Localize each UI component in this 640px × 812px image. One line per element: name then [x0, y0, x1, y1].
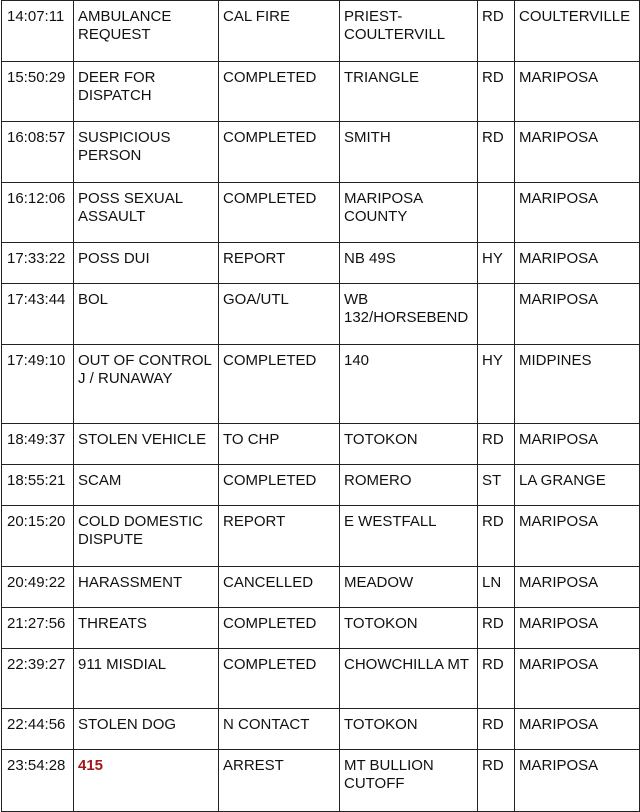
incident-type: POSS SEXUAL ASSAULT: [74, 183, 219, 243]
incident-city: MARIPOSA: [515, 243, 640, 284]
incident-street-suffix: [478, 284, 515, 345]
incident-street-suffix: RD: [478, 62, 515, 122]
incident-street-suffix: LN: [478, 567, 515, 608]
incident-time: 21:27:56: [2, 608, 74, 649]
incident-location: WB 132/HORSEBEND: [340, 284, 478, 345]
incident-city: MIDPINES: [515, 345, 640, 424]
table-row: [2, 62, 640, 122]
incident-street-suffix: [478, 183, 515, 243]
incident-street-suffix: RD: [478, 424, 515, 465]
incident-disposition: CAL FIRE: [219, 1, 340, 62]
table-row: [2, 243, 640, 284]
incident-location: MARIPOSA COUNTY: [340, 183, 478, 243]
incident-type: 415: [74, 750, 219, 812]
table-row: [2, 506, 640, 567]
incident-city: MARIPOSA: [515, 506, 640, 567]
table-row: [2, 608, 640, 649]
incident-disposition: REPORT: [219, 243, 340, 284]
incident-time: 17:33:22: [2, 243, 74, 284]
incident-city: MARIPOSA: [515, 567, 640, 608]
incident-type: 911 MISDIAL: [74, 649, 219, 709]
table-row: [2, 1, 640, 62]
table-row: [2, 183, 640, 243]
incident-city: MARIPOSA: [515, 649, 640, 709]
incident-type: OUT OF CONTROL J / RUNAWAY: [74, 345, 219, 424]
table-row: [2, 750, 640, 812]
incident-location: MEADOW: [340, 567, 478, 608]
incident-type: SCAM: [74, 465, 219, 506]
incident-street-suffix: RD: [478, 709, 515, 750]
incident-city: MARIPOSA: [515, 608, 640, 649]
incident-street-suffix: RD: [478, 122, 515, 183]
incident-disposition: N CONTACT: [219, 709, 340, 750]
incident-street-suffix: RD: [478, 649, 515, 709]
incident-type: SUSPICIOUS PERSON: [74, 122, 219, 183]
incident-type: COLD DOMESTIC DISPUTE: [74, 506, 219, 567]
incident-log-table: [1, 0, 640, 812]
incident-street-suffix: HY: [478, 243, 515, 284]
incident-location: TOTOKON: [340, 608, 478, 649]
incident-time: 16:08:57: [2, 122, 74, 183]
incident-time: 16:12:06: [2, 183, 74, 243]
incident-street-suffix: RD: [478, 608, 515, 649]
incident-time: 17:49:10: [2, 345, 74, 424]
table-row: [2, 465, 640, 506]
incident-city: COULTERVILLE: [515, 1, 640, 62]
incident-location: ROMERO: [340, 465, 478, 506]
incident-street-suffix: RD: [478, 1, 515, 62]
incident-time: 22:44:56: [2, 709, 74, 750]
incident-disposition: REPORT: [219, 506, 340, 567]
incident-disposition: COMPLETED: [219, 465, 340, 506]
table-row: [2, 345, 640, 424]
incident-city: MARIPOSA: [515, 122, 640, 183]
incident-time: 18:55:21: [2, 465, 74, 506]
incident-type: STOLEN VEHICLE: [74, 424, 219, 465]
table-row: [2, 649, 640, 709]
incident-disposition: COMPLETED: [219, 608, 340, 649]
incident-disposition: COMPLETED: [219, 345, 340, 424]
incident-location: 140: [340, 345, 478, 424]
incident-time: 23:54:28: [2, 750, 74, 812]
incident-time: 14:07:11: [2, 1, 74, 62]
incident-street-suffix: RD: [478, 506, 515, 567]
incident-city: MARIPOSA: [515, 284, 640, 345]
incident-time: 15:50:29: [2, 62, 74, 122]
incident-type: STOLEN DOG: [74, 709, 219, 750]
incident-disposition: COMPLETED: [219, 122, 340, 183]
incident-location: SMITH: [340, 122, 478, 183]
incident-location: TOTOKON: [340, 709, 478, 750]
incident-time: 22:39:27: [2, 649, 74, 709]
incident-city: LA GRANGE: [515, 465, 640, 506]
incident-disposition: COMPLETED: [219, 62, 340, 122]
incident-type: DEER FOR DISPATCH: [74, 62, 219, 122]
incident-disposition: COMPLETED: [219, 649, 340, 709]
incident-time: 20:49:22: [2, 567, 74, 608]
incident-location: TOTOKON: [340, 424, 478, 465]
incident-type: POSS DUI: [74, 243, 219, 284]
incident-time: 18:49:37: [2, 424, 74, 465]
incident-log-body: [2, 1, 640, 812]
incident-disposition: COMPLETED: [219, 183, 340, 243]
incident-city: MARIPOSA: [515, 709, 640, 750]
incident-disposition: ARREST: [219, 750, 340, 812]
incident-city: MARIPOSA: [515, 183, 640, 243]
incident-type: HARASSMENT: [74, 567, 219, 608]
incident-time: 17:43:44: [2, 284, 74, 345]
incident-street-suffix: RD: [478, 750, 515, 812]
table-row: [2, 424, 640, 465]
incident-disposition: GOA/UTL: [219, 284, 340, 345]
table-row: [2, 709, 640, 750]
incident-city: MARIPOSA: [515, 62, 640, 122]
incident-city: MARIPOSA: [515, 424, 640, 465]
incident-location: TRIANGLE: [340, 62, 478, 122]
incident-location: E WESTFALL: [340, 506, 478, 567]
incident-type: AMBULANCE REQUEST: [74, 1, 219, 62]
incident-street-suffix: ST: [478, 465, 515, 506]
table-row: [2, 567, 640, 608]
incident-location: NB 49S: [340, 243, 478, 284]
incident-city: MARIPOSA: [515, 750, 640, 812]
incident-location: MT BULLION CUTOFF: [340, 750, 478, 812]
incident-street-suffix: HY: [478, 345, 515, 424]
incident-type: BOL: [74, 284, 219, 345]
incident-time: 20:15:20: [2, 506, 74, 567]
table-row: [2, 122, 640, 183]
incident-type: THREATS: [74, 608, 219, 649]
table-row: [2, 284, 640, 345]
incident-disposition: TO CHP: [219, 424, 340, 465]
incident-location: CHOWCHILLA MT: [340, 649, 478, 709]
incident-disposition: CANCELLED: [219, 567, 340, 608]
incident-location: PRIEST-COULTERVILL: [340, 1, 478, 62]
